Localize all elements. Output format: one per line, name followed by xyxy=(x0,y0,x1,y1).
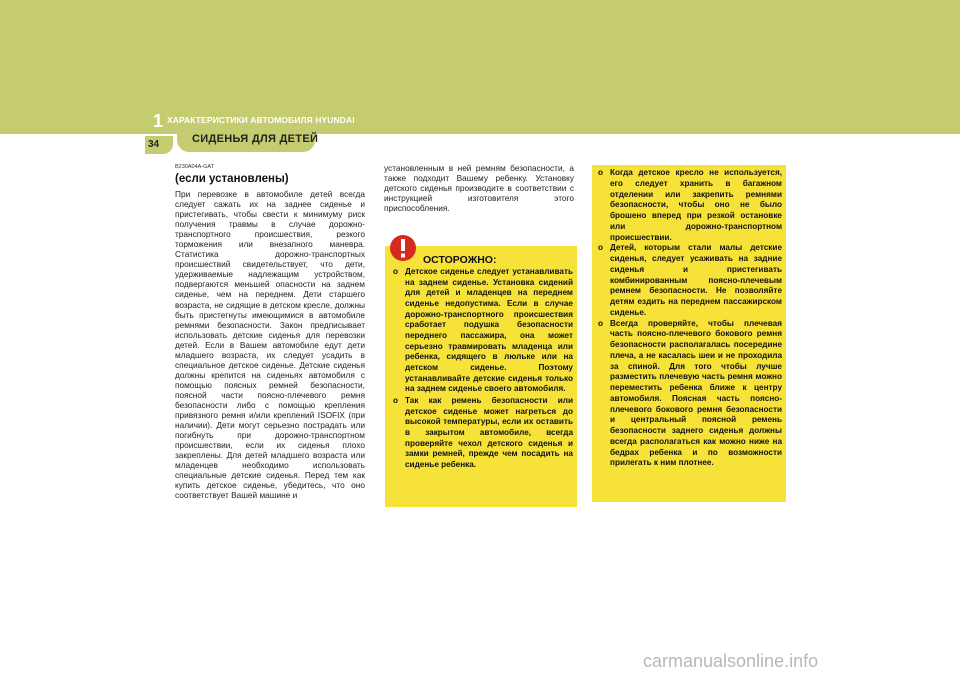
chapter-number: 1 xyxy=(153,111,164,131)
subheading: (если установлены) xyxy=(175,173,289,185)
info-box xyxy=(592,165,786,502)
bullet: o xyxy=(598,318,604,328)
info-list xyxy=(598,168,782,469)
section-code: B230A04A-GAT xyxy=(175,164,215,170)
list-item: o Всегда проверяйте, чтобы плечевая часть поясно-плечевого бокового ремня безопасности располагалась посередине плеча, а не касалась шеи и не проходила за спиной. Для того чтобы лучше разместить плечевую часть ремня можно переместить ребенка ближе к центру автомобиля. Поясная часть поясно-плечевого бокового ремня безопасности и центральный поясной ремень безопасности заднего сиденья должны всегда располагаться как можно ниже на бедрах ребенка и по возможности прилегать к ним плотнее. xyxy=(598,318,782,468)
chapter-title: ХАРАКТЕРИСТИКИ АВТОМОБИЛЯ HYUNDAI xyxy=(167,115,355,125)
bullet: o xyxy=(393,395,399,405)
warning-title: ОСТОРОЖНО: xyxy=(423,254,497,266)
warning-header xyxy=(385,246,577,266)
left-column xyxy=(175,164,365,500)
middle-column xyxy=(384,163,574,213)
bullet: o xyxy=(393,267,399,276)
header-band xyxy=(0,0,960,134)
list-item: o Когда детское кресло не используется, его следует хранить в багажном отделении или закрепить ремнями безопасности, чтобы оно не было брошено вперед при резкой остановке или дорожно-транспортном происшествии. xyxy=(598,168,782,242)
warning-exclamation-icon xyxy=(389,234,417,262)
warning-list xyxy=(393,267,573,471)
body-paragraph: При перевозке в автомобиле детей всегда следует сажать их на заднее сиденье и пристегивать, чтобы свести к минимуму риск получения травмы в случае дорожно-транспортного происшествия, резкого торможения или внезапного маневра. Статистика дорожно-транспортных происшествий свидетельствует, что дети, удерживаемые надлежащим устройством, подвергаются меньшей опасности на заднем сиденье, чем на переднем. Дети старшего возраста, не сидящие в детском кресле, должны быть пристегнуты имеющимися в автомобиле ремнями безопасности. Закон предписывает использовать детские сиденья для перевозки детей. Если в Вашем автомобиле едут дети младшего возраста, их следует усадить в специальное детское сиденье. Детские сиденья должны крепится на сиденьях автомобиля с помощью поясных ремней безопасности, поясной части поясно-плечевого ремня безопасности либо с помощью крепления привязного ремня и/или креплений ISOFIX (при наличии). Дети могут серьезно пострадать или погибнуть при дорожно-транспортном происшествии, если их сиденья плохо закреплены. Для детей младшего возраста или младенцев необходимо использовать специальные детские сиденья. Перед тем как купить детское сиденье, убедитесь, что оно соответствует Вашей машине и xyxy=(175,189,365,501)
body-paragraph-continued: установленным в ней ремням безопасности, а также подходит Вашему ребенку. Установку детского сиденья производите в соответствии с инструкцией изготовителя этого приспособления. xyxy=(384,163,574,214)
list-item: o Детей, которым стали малы детские сиденья, следует усаживать на задние сиденья и пристегивать комбинированным поясно-плечевым ремнем безопасности. Не позволяйте детям ездить на переднем пассажирском сиденье. xyxy=(598,243,782,317)
warning-box xyxy=(385,246,577,507)
watermark-text: carmanualsonline.info xyxy=(643,651,819,671)
list-item: o Так как ремень безопасности или детское сиденье может нагреться до высокой температуры, если их оставить в закрытом автомобиле, всегда проверяйте чехол детского сиденья и замки ремней, прежде чем посадить на сиденье ребенка. xyxy=(393,395,573,469)
list-item: o Детское сиденье следует устанавливать на заднем сиденье. Установка сидений для детей и младенцев на переднем сиденье недопустима. Если в случае дорожно-транспортного происшествия сработает подушка безопасности переднего пассажира, она может серьезно травмировать младенца или ребенка, сидящего в люльке или на детском сиденье. Поэтому устанавливайте детские сиденья только на заднем сиденье своего автомобиля. xyxy=(393,267,573,394)
bullet: o xyxy=(598,168,604,177)
bullet: o xyxy=(598,243,604,253)
section-title: СИДЕНЬЯ ДЛЯ ДЕТЕЙ xyxy=(192,133,319,145)
page-number: 34 xyxy=(148,139,160,150)
